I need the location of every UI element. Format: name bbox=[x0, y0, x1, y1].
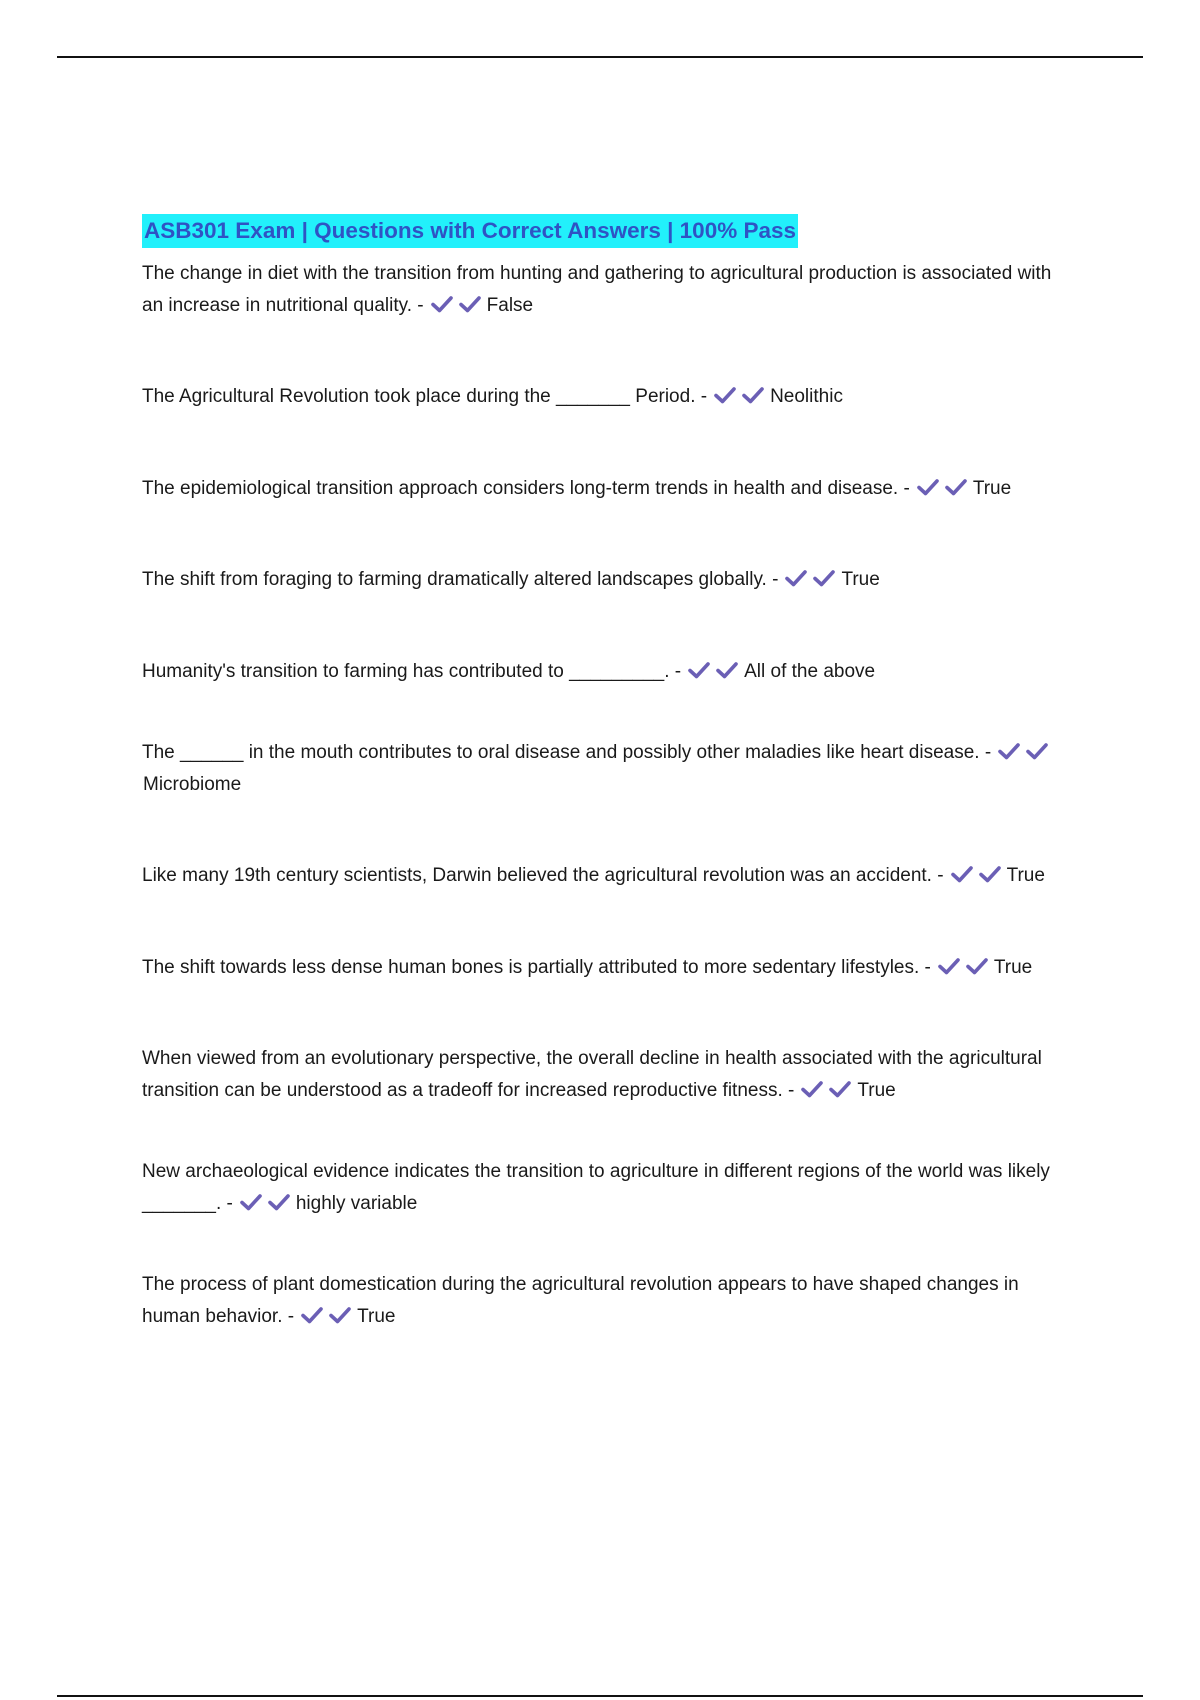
qa-item bbox=[142, 473, 1072, 505]
question-text: Humanity's transition to farming has contributed to _________. - bbox=[142, 660, 682, 682]
qa-item bbox=[142, 1156, 1072, 1219]
document-title: ASB301 Exam | Questions with Correct Answers | 100% Pass bbox=[142, 214, 798, 248]
answer-checks bbox=[937, 952, 993, 984]
answer-text: highly variable bbox=[295, 1192, 418, 1214]
check-mark-icon bbox=[916, 477, 940, 497]
header-rule bbox=[57, 56, 1143, 58]
qa-item bbox=[142, 381, 1072, 413]
qa-item bbox=[142, 258, 1072, 321]
question-text: The Agricultural Revolution took place during the _______ Period. - bbox=[142, 386, 708, 407]
answer-text: True bbox=[357, 1305, 396, 1327]
check-mark-icon bbox=[800, 1079, 824, 1099]
question-text: The shift towards less dense human bones is partially attributed to more sedentary lifestyles. - bbox=[142, 956, 931, 978]
answer-checks bbox=[713, 381, 769, 413]
check-mark-icon bbox=[267, 1192, 291, 1212]
qa-item bbox=[142, 860, 1072, 892]
qa-item bbox=[142, 656, 1072, 688]
qa-item bbox=[142, 952, 1072, 984]
answer-text: True bbox=[857, 1079, 896, 1101]
question-text: The shift from foraging to farming dramatically altered landscapes globally. - bbox=[142, 569, 779, 590]
check-mark-icon bbox=[812, 568, 836, 588]
qa-item bbox=[142, 564, 1072, 596]
check-mark-icon bbox=[944, 477, 968, 497]
answer-text: True bbox=[972, 477, 1012, 499]
answer-checks bbox=[300, 1301, 356, 1333]
question-text: Like many 19th century scientists, Darwin believed the agricultural revolution was an accident. - bbox=[142, 865, 944, 886]
answer-text: True bbox=[841, 569, 880, 590]
check-mark-icon bbox=[741, 385, 765, 405]
check-mark-icon bbox=[997, 741, 1021, 761]
qa-list bbox=[142, 258, 1072, 1332]
check-mark-icon bbox=[1025, 741, 1049, 761]
answer-checks bbox=[800, 1075, 856, 1107]
question-text: The epidemiological transition approach considers long-term trends in health and disease. - bbox=[142, 477, 910, 499]
answer-text: Neolithic bbox=[770, 386, 843, 407]
check-mark-icon bbox=[950, 864, 974, 884]
check-mark-icon bbox=[239, 1192, 263, 1212]
question-text: When viewed from an evolutionary perspective, the overall decline in health associated with the agricultural transition can be understood as a tradeoff for increased reproductive fitness. - bbox=[142, 1048, 1042, 1101]
answer-checks bbox=[916, 473, 972, 505]
answer-checks bbox=[950, 860, 1006, 892]
answer-checks bbox=[239, 1188, 295, 1220]
check-mark-icon bbox=[328, 1305, 352, 1325]
question-text: New archaeological evidence indicates the transition to agriculture in different regions of the world was likely _______. - bbox=[142, 1161, 1050, 1214]
check-mark-icon bbox=[784, 568, 808, 588]
answer-text: False bbox=[486, 294, 534, 316]
check-mark-icon bbox=[978, 864, 1002, 884]
footer-rule bbox=[57, 1695, 1143, 1697]
check-mark-icon bbox=[458, 294, 482, 314]
qa-item bbox=[142, 737, 1072, 800]
check-mark-icon bbox=[965, 956, 989, 976]
check-mark-icon bbox=[300, 1305, 324, 1325]
check-mark-icon bbox=[713, 385, 737, 405]
document-body bbox=[142, 214, 1072, 1332]
answer-text: All of the above bbox=[744, 660, 876, 682]
answer-text: True bbox=[1006, 865, 1045, 886]
question-text: The change in diet with the transition from hunting and gathering to agricultural production is associated with an increase in nutritional quality. - bbox=[142, 263, 1052, 316]
answer-checks bbox=[687, 656, 743, 688]
question-text: The ______ in the mouth contributes to oral disease and possibly other maladies like heart disease. - bbox=[142, 742, 992, 763]
check-mark-icon bbox=[430, 294, 454, 314]
check-mark-icon bbox=[937, 956, 961, 976]
answer-text: True bbox=[993, 956, 1033, 978]
answer-checks bbox=[430, 290, 486, 322]
check-mark-icon bbox=[828, 1079, 852, 1099]
check-mark-icon bbox=[715, 660, 739, 680]
answer-checks bbox=[997, 737, 1053, 769]
qa-item bbox=[142, 1269, 1072, 1332]
question-text: The process of plant domestication during the agricultural revolution appears to have shaped changes in human behavior. - bbox=[142, 1274, 1019, 1327]
qa-item bbox=[142, 1043, 1072, 1106]
check-mark-icon bbox=[687, 660, 711, 680]
answer-text: Microbiome bbox=[143, 773, 242, 795]
answer-checks bbox=[784, 564, 840, 596]
